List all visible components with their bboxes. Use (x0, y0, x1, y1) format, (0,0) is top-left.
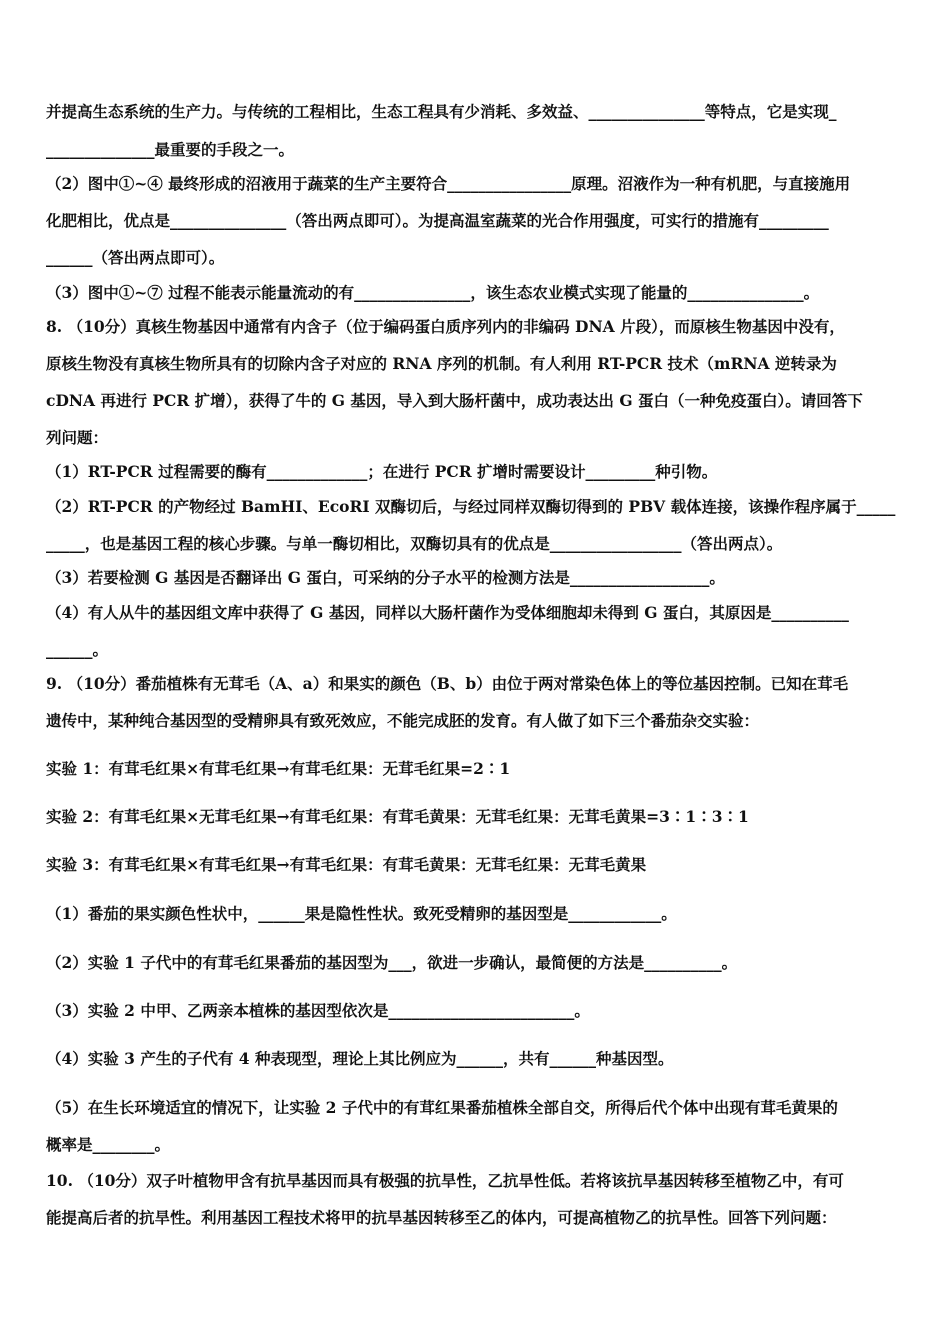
text-line: 原核生物没有真核生物所具有的切除内含子对应的 RNA 序列的机制。有人利用 RT-PCR 技术（mRNA 逆转录为 (46, 354, 837, 373)
text-line: （2）图中①~④ 最终形成的沼液用于蔬菜的生产主要符合________________原理。沼液作为一种有机肥，与直接施用 (46, 174, 851, 193)
text-line: （3）图中①~⑦ 过程不能表示能量流动的有_______________，该生态农业模式实现了能量的_______________。 (46, 283, 820, 302)
text-line: 列问题： (46, 428, 109, 447)
text-line: 遗传中，某种纯合基因型的受精卵具有致死效应，不能完成胚的发育。有人做了如下三个番茄杂交实验： (46, 711, 760, 730)
text-line: ______________最重要的手段之一。 (46, 140, 295, 159)
text-line: 并提高生态系统的生产力。与传统的工程相比，生态工程具有少消耗、多效益、_______________等特点，它是实现_ (46, 102, 837, 121)
text-line: ______（答出两点即可）。 (46, 248, 225, 267)
text-line: 化肥相比，优点是_______________（答出两点即可）。为提高温室蔬菜的光合作用强度，可实行的措施有_________ (46, 211, 829, 230)
question-8-stem: 8. （10分）真核生物基因中通常有内含子（位于编码蛋白质序列内的非编码 DNA 片段），而原核生物基因中没有， (46, 317, 845, 336)
text-line: ______。 (46, 640, 109, 659)
text-line: （1）RT-PCR 过程需要的酶有_____________；在进行 PCR 扩增时需要设计_________种引物。 (46, 462, 718, 481)
question-10-stem: 10. （10分）双子叶植物甲含有抗旱基因而具有极强的抗旱性，乙抗旱性低。若将该抗旱基因转移至植物乙中，有可 (46, 1171, 844, 1190)
text-line: _____，也是基因工程的核心步骤。与单一酶切相比，双酶切具有的优点是_________________（答出两点）。 (46, 534, 783, 553)
text-line: 概率是________。 (46, 1135, 171, 1154)
text-line: （1）番茄的果实颜色性状中，______果是隐性性状。致死受精卵的基因型是____________。 (46, 904, 677, 923)
text-line: （5）在生长环境适宜的情况下，让实验 2 子代中的有茸红果番茄植株全部自交，所得后代个体中出现有茸毛黄果的 (46, 1098, 838, 1117)
text-line: （3）若要检测 G 基因是否翻译出 G 蛋白，可采纳的分子水平的检测方法是__________________。 (46, 568, 725, 587)
text-line: （4）实验 3 产生的子代有 4 种表现型，理论上其比例应为______，共有______种基因型。 (46, 1049, 674, 1068)
text-line: 能提高后者的抗旱性。利用基因工程技术将甲的抗旱基因转移至乙的体内，可提高植物乙的抗旱性。回答下列问题： (46, 1208, 837, 1227)
text-line: （2）实验 1 子代中的有茸毛红果番茄的基因型为___，欲进一步确认，最简便的方法是__________。 (46, 953, 738, 972)
question-9-stem: 9. （10分）番茄植株有无茸毛（A、a）和果实的颜色（B、b）由位于两对常染色体上的等位基因控制。已知在茸毛 (46, 674, 849, 693)
text-line: （4）有人从牛的基因组文库中获得了 G 基因，同样以大肠杆菌作为受体细胞却未得到 G 蛋白，其原因是__________ (46, 603, 849, 622)
experiment-1: 实验 1：有茸毛红果×有茸毛红果→有茸毛红果：无茸毛红果=2∶1 (46, 759, 511, 778)
text-line: （3）实验 2 中甲、乙两亲本植株的基因型依次是________________________。 (46, 1001, 590, 1020)
text-line: （2）RT-PCR 的产物经过 BamHI、EcoRI 双酶切后，与经过同样双酶切得到的 PBV 载体连接，该操作程序属于_____ (46, 497, 896, 516)
experiment-3: 实验 3：有茸毛红果×有茸毛红果→有茸毛红果：有茸毛黄果：无茸毛红果：无茸毛黄果 (46, 855, 647, 874)
experiment-2: 实验 2：有茸毛红果×无茸毛红果→有茸毛红果：有茸毛黄果：无茸毛红果：无茸毛黄果=3∶1∶3∶1 (46, 807, 749, 826)
text-line: cDNA 再进行 PCR 扩增），获得了牛的 G 基因，导入到大肠杆菌中，成功表达出 G 蛋白（一种免疫蛋白）。请回答下 (46, 391, 863, 410)
